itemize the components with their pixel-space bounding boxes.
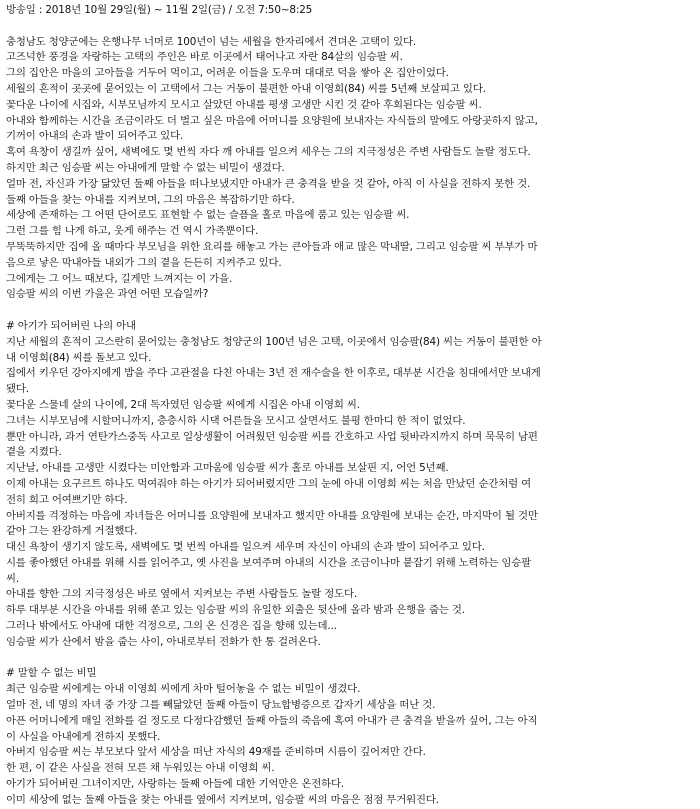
section-line: 내 이영희(84) 씨를 돌보고 있다. xyxy=(6,351,152,364)
intro-line: 충청남도 청양군에는 은행나무 너머로 100년이 넘는 세월을 한자리에서 견뎌온 고택이 있다. xyxy=(6,35,417,48)
section-line: 됐다. xyxy=(6,383,29,396)
intro-line: 그런 그를 힘 나게 하고, 웃게 해주는 건 역시 가족뿐이다. xyxy=(6,225,259,238)
intro-line: 꽃다운 나이에 시집와, 시부모님까지 모시고 살았던 아내를 평생 고생만 시킨 것 같아 후회된다는 임승팔 씨. xyxy=(6,98,482,111)
section-line: 곁을 지켰다. xyxy=(6,446,62,459)
section-secret xyxy=(6,666,696,808)
section-line: 이제 아내는 요구르트 하나도 먹여줘야 하는 아기가 되어버렸지만 그의 눈에 아내 이영희 씨는 처음 만났던 순간처럼 여 xyxy=(6,477,532,490)
spacer xyxy=(6,303,696,319)
section-line: 대신 욕창이 생기지 않도록, 새벽에도 몇 번씩 아내를 일으켜 세우며 자신이 아내의 손과 발이 되어주고 있다. xyxy=(6,541,485,554)
intro-line: 둘째 아들을 찾는 아내를 지켜보며, 그의 마음은 복잡하기만 하다. xyxy=(6,193,295,206)
intro-line: 얼마 전, 자신과 가장 닮았던 둘째 아들을 떠나보냈지만 아내가 큰 충격을 받을 것 같아, 아직 이 사실을 전하지 못한 것. xyxy=(6,177,531,190)
intro-line: 기꺼이 아내의 손과 발이 되어주고 있다. xyxy=(6,130,184,143)
section-line: 그러나 밖에서도 아내에 대한 걱정으로, 그의 온 신경은 집을 향해 있는데... xyxy=(6,620,337,633)
intro-line: 임승팔 씨의 이번 가을은 과연 어떤 모습일까? xyxy=(6,288,209,301)
section-aging-wife xyxy=(6,319,696,651)
section-line: 전히 희고 어여쁘기만 하다. xyxy=(6,493,128,506)
intro-line: 그에게는 그 어느 때보다, 길게만 느껴지는 이 가을. xyxy=(6,272,233,285)
section-line: 최근 임승팔 씨에게는 아내 이영희 씨에게 차마 털어놓을 수 없는 비밀이 생겼다. xyxy=(6,683,361,696)
section-line: 아버지 임승팔 씨는 부모보다 앞서 세상을 떠난 자식의 49재를 준비하며 시름이 깊어져만 간다. xyxy=(6,746,426,759)
spacer xyxy=(6,651,696,667)
section-line: 한 편, 이 같은 사실을 전혀 모른 채 누워있는 아내 이영희 씨. xyxy=(6,762,275,775)
intro-line: 혹여 욕창이 생길까 싶어, 새벽에도 몇 번씩 자다 깨 아내를 일으켜 세우는 그의 지극정성은 주변 사람들도 놀랄 정도다. xyxy=(6,146,531,159)
intro-line: 세월의 흔적이 곳곳에 묻어있는 이 고택에서 그는 거동이 불편한 아내 이영희(84) 씨를 5년째 보살피고 있다. xyxy=(6,82,486,95)
section-line: 이 사실을 아내에게 전하지 못했다. xyxy=(6,730,161,743)
section-line: 집에서 키우던 강아지에게 밥을 주다 고관절을 다친 아내는 3년 전 재수술을 한 이후로, 대부분 시간을 침대에서만 보내게 xyxy=(6,367,541,380)
section-line: 씨. xyxy=(6,572,20,585)
section-line: 아버지를 걱정하는 마음에 자녀들은 어머니를 요양원에 보내자고 했지만 아내를 요양원에 보내는 순간, 마지막이 될 것만 xyxy=(6,509,538,522)
intro-line: 음으로 낳은 막내아들 내외가 그의 곁을 든든히 지켜주고 있다. xyxy=(6,256,282,269)
intro-paragraph xyxy=(6,35,696,304)
section-line: 뿐만 아니라, 과거 연탄가스중독 사고로 일상생활이 어려웠던 임승팔 씨를 간호하고 사업 뒷바라지까지 하며 묵묵히 남편 xyxy=(6,430,538,443)
spacer xyxy=(6,19,696,35)
section-line: 같아 그는 완강하게 거절했다. xyxy=(6,525,138,538)
broadcast-date: 방송일 : 2018년 10월 29일(월) ~ 11월 2일(금) / 오전 7:50~8:25 xyxy=(6,4,313,16)
section-line: 이미 세상에 없는 둘째 아들을 찾는 아내를 옆에서 지켜보며, 임승팔 씨의 마음은 점점 무거워진다. xyxy=(6,793,439,806)
section-line: 하루 대부분 시간을 아내를 위해 쏟고 있는 임승팔 씨의 유일한 외출은 뒷산에 올라 밤과 은행을 줍는 것. xyxy=(6,604,465,617)
intro-line: 하지만 최근 임승팔 씨는 아내에게 말할 수 없는 비밀이 생겼다. xyxy=(6,161,285,174)
section-line: 시를 좋아했던 아내를 위해 시를 읽어주고, 옛 사진을 보여주며 아내의 시간을 조금이나마 붙잡기 위해 노력하는 임승팔 xyxy=(6,556,532,569)
intro-line: 무뚝뚝하지만 집에 올 때마다 부모님을 위한 요리를 해놓고 가는 큰아들과 애교 많은 막내딸, 그리고 임승팔 씨 부부가 마 xyxy=(6,240,538,253)
intro-line: 아내와 함께하는 시간을 조금이라도 더 벌고 싶은 마음에 어머니를 요양원에 보내자는 자식들의 말에도 아랑곳하지 않고, xyxy=(6,114,538,127)
intro-line: 그의 집안은 마을의 고아들을 거두어 먹이고, 어려운 이들을 도우며 대대로 덕을 쌓아 온 집안이었다. xyxy=(6,67,449,80)
section-line: 아내를 향한 그의 지극정성은 바로 옆에서 지켜보는 주변 사람들도 놀랄 정도다. xyxy=(6,588,358,601)
section-line: 꽃다운 스물네 살의 나이에, 2대 독자였던 임승팔 씨에게 시집온 아내 이영희 씨. xyxy=(6,398,360,411)
intro-line: 고즈넉한 풍경을 자랑하는 고택의 주인은 바로 이곳에서 태어나고 자란 84살의 임승팔 씨. xyxy=(6,51,403,64)
section-line: 임승팔 씨가 산에서 밤을 줍는 사이, 아내로부터 전화가 한 통 걸려온다. xyxy=(6,635,321,648)
section-heading: # 아기가 되어버린 나의 아내 xyxy=(6,319,136,332)
section-line: 아기가 되어버린 그녀이지만, 사랑하는 둘째 아들에 대한 기억만은 온전하다. xyxy=(6,778,345,791)
section-line: 아픈 어머니에게 매일 전화를 걸 정도로 다정다감했던 둘째 아들의 죽음에 혹여 아내가 큰 충격을 받을까 싶어, 그는 아직 xyxy=(6,714,538,727)
section-line: 지난 세월의 흔적이 고스란히 묻어있는 충청남도 청양군의 100년 넘은 고택, 이곳에서 임승팔(84) 씨는 거동이 불편한 아 xyxy=(6,335,542,348)
section-line: 얼마 전, 네 명의 자녀 중 가장 그를 빼닮았던 둘째 아들이 당뇨합병증으로 갑자기 세상을 떠난 것. xyxy=(6,699,436,712)
section-heading: # 말할 수 없는 비밀 xyxy=(6,667,97,680)
section-line: 그녀는 시부모님에 시할머니까지, 층층시하 시댁 어른들을 모시고 살면서도 불평 한마디 한 적이 없었다. xyxy=(6,414,466,427)
section-line: 지난날, 아내를 고생만 시켰다는 미안함과 고마움에 임승팔 씨가 홀로 아내를 보살핀 지, 어언 5년째. xyxy=(6,462,449,475)
document-body xyxy=(6,3,696,809)
intro-line: 세상에 존재하는 그 어떤 단어로도 표현할 수 없는 슬픔을 홀로 마음에 품고 있는 임승팔 씨. xyxy=(6,209,410,222)
